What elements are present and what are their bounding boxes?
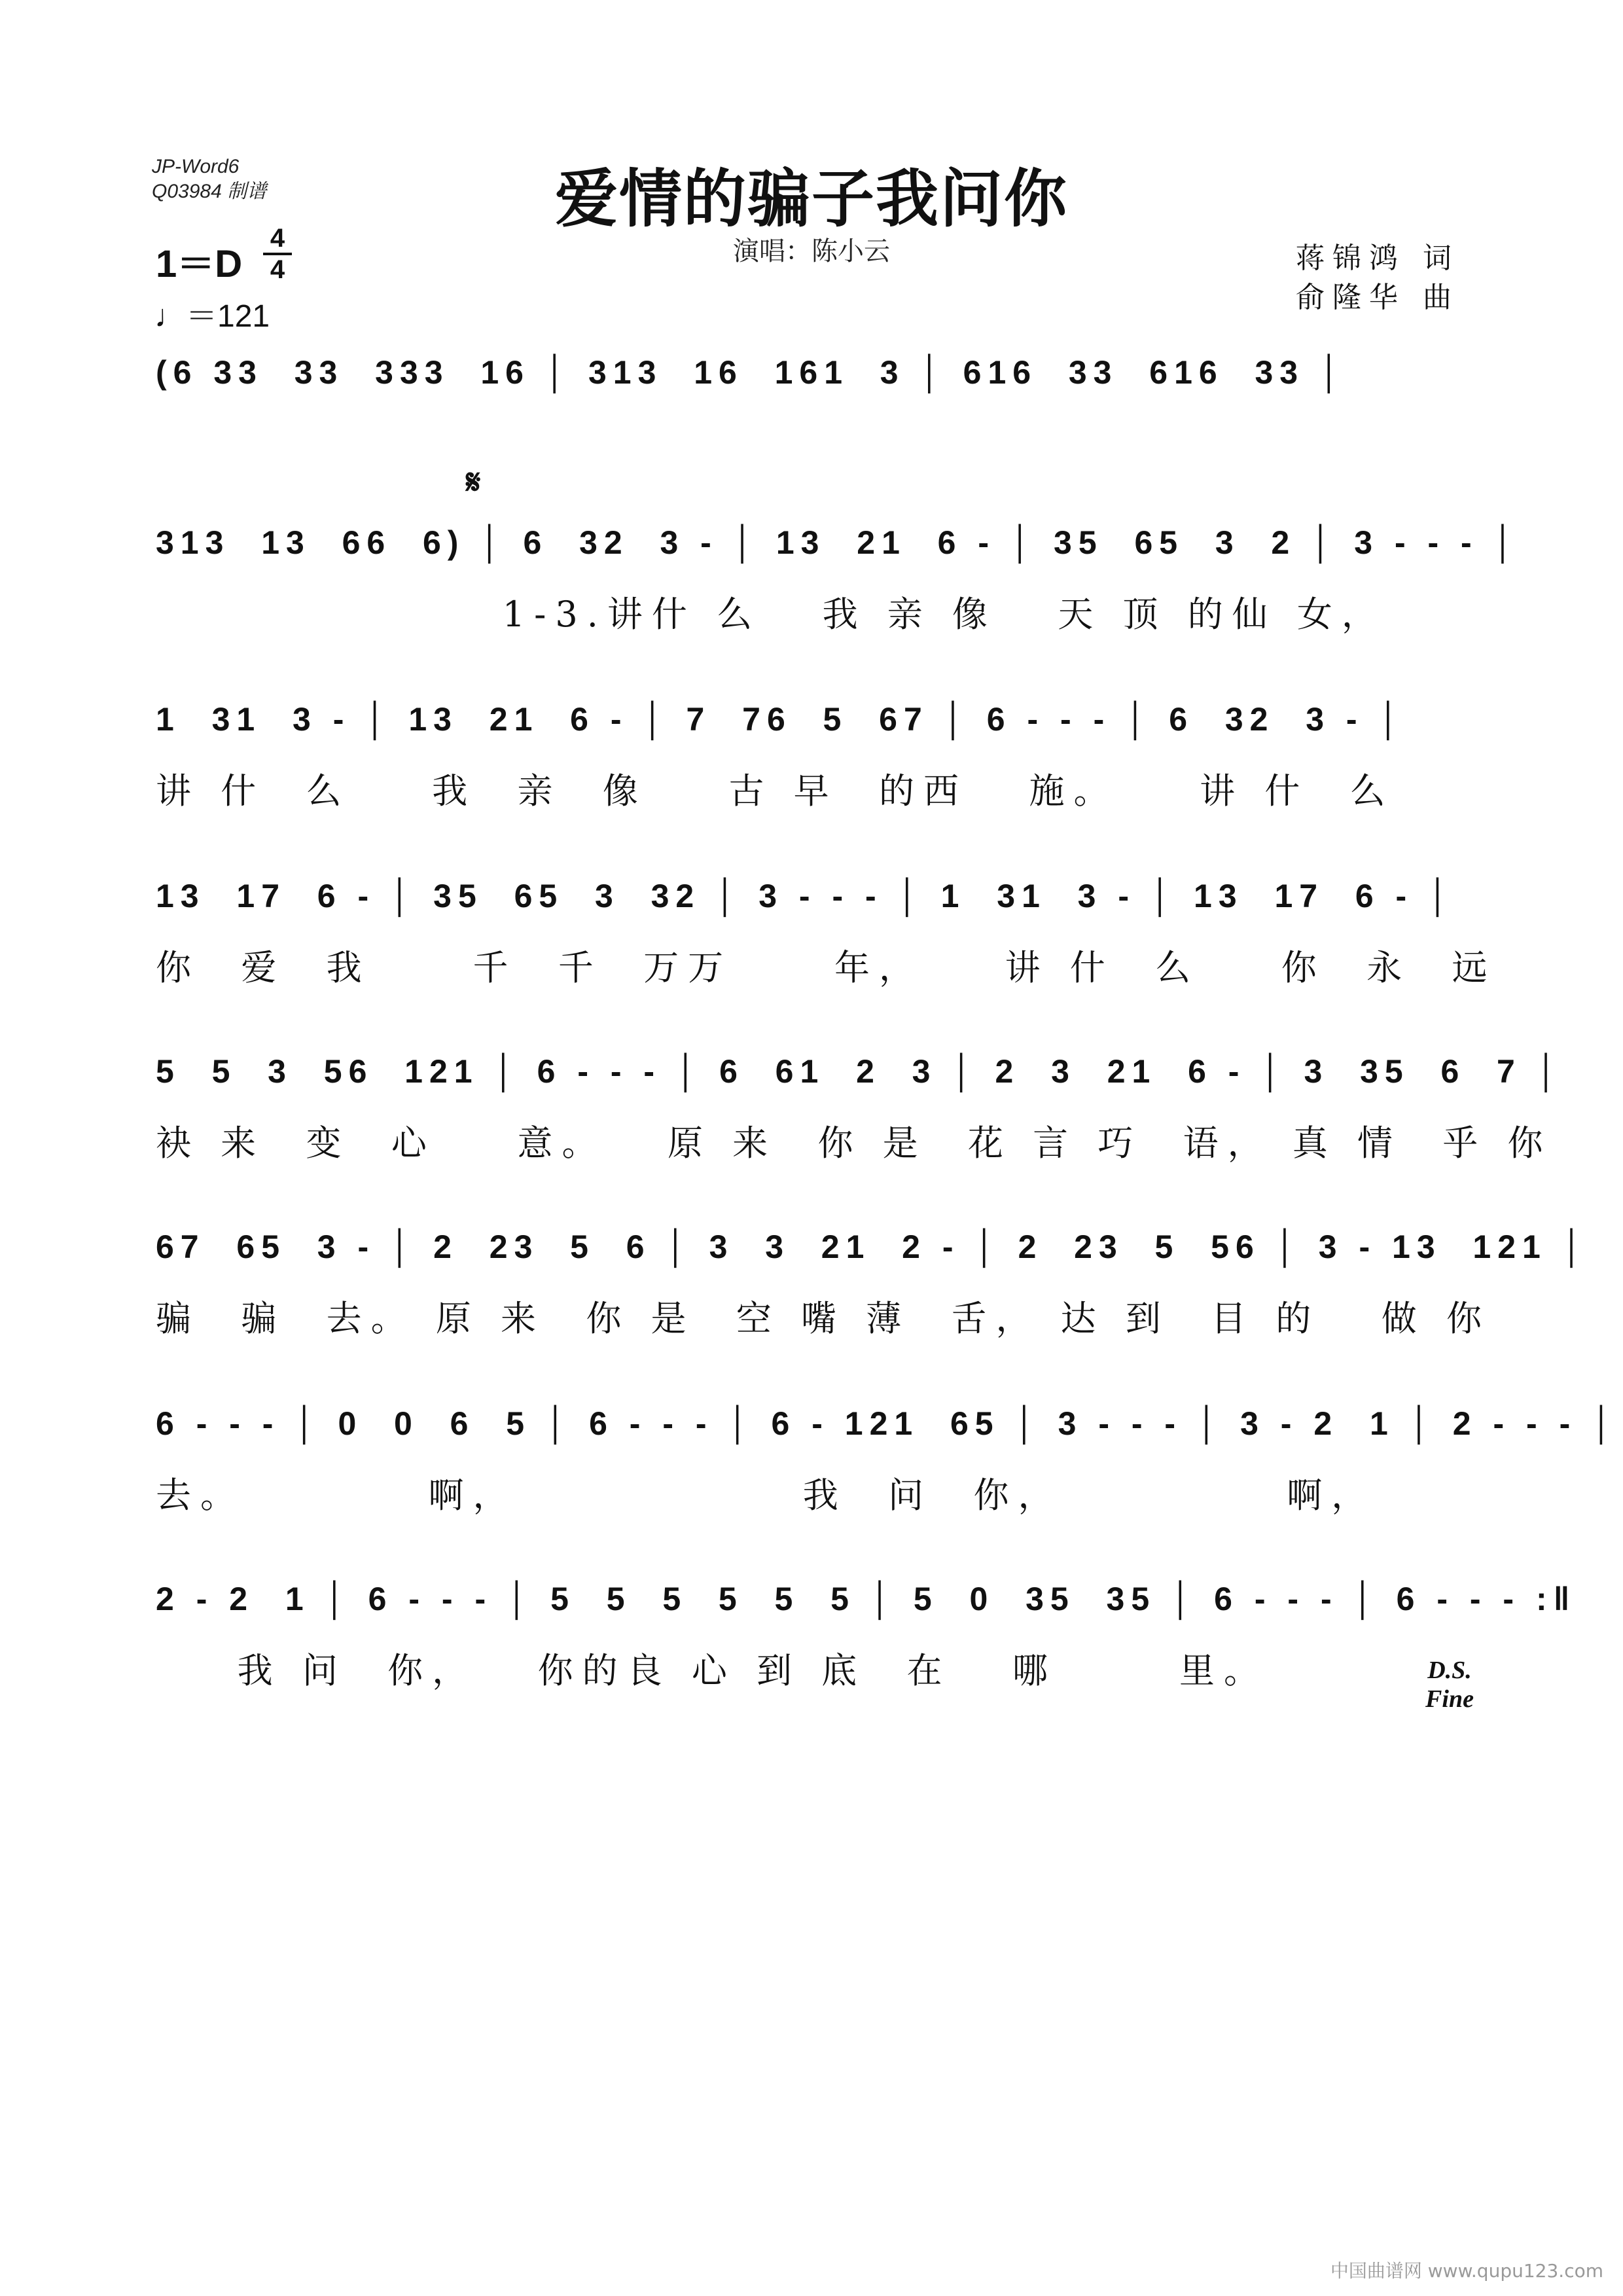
key-signature: 1＝D [156, 243, 243, 285]
singer-credit: 演唱：陈小云 [733, 236, 890, 266]
maker-id: Q03984 制谱 [152, 181, 267, 202]
maker-software: JP-Word6 [152, 156, 240, 177]
notation-line-4: 13 17 6 - │ 35 65 3 32 │ 3 - - - │ 1 31 3 - │ 13 17 6 - │ [156, 878, 1456, 914]
notation-line-1: (6 33 33 333 16 │ 313 16 161 3 │ 616 33 616 33 │ [156, 354, 1347, 391]
notation-line-8: 2 - 2 1 │ 6 - - - │ 5 5 5 5 5 5 │ 5 0 35 35 │ 6 - - - │ 6 - - - :‖ [156, 1581, 1577, 1617]
site-watermark: 中国曲谱网 www.qupu123.com [1330, 2260, 1603, 2282]
lyrics-line-6: 骗 骗 去。 原 来 你 是 空 嘴 薄 舌， 达 到 目 的 做 你 [156, 1298, 1491, 1339]
notation-line-2: 313 13 66 6) │ 6 32 3 - │ 13 21 6 - │ 35 65 3 2 │ 3 - - - │ [156, 524, 1521, 561]
notation-line-7: 6 - - - │ 0 0 6 5 │ 6 - - - │ 6 - 121 65 │ 3 - - - │ 3 - 2 1 │ 2 - - - │ [156, 1405, 1620, 1442]
notation-line-3: 1 31 3 - │ 13 21 6 - │ 7 76 5 67 │ 6 - - - │ 6 32 3 - │ [156, 701, 1406, 738]
lyrics-line-4: 你 爱 我 千 千 万万 年， 讲 什 么 你 永 远 [156, 947, 1497, 988]
notation-line-6: 67 65 3 - │ 2 23 5 6 │ 3 3 21 2 - │ 2 23 5 56 │ 3 - 13 121 │ [156, 1229, 1590, 1265]
time-signature [263, 225, 292, 283]
lyricist-credit: 蒋锦鸿 词 [1296, 242, 1459, 275]
lyrics-line-3: 讲 什 么 我 亲 像 古 早 的西 施。 讲 什 么 [156, 770, 1395, 812]
time-signature-bottom: 4 [270, 255, 285, 284]
tempo-marking: ♩＝121 [154, 299, 270, 334]
fine-text: Fine [1425, 1685, 1474, 1713]
notation-line-5: 5 5 3 56 121 │ 6 - - - │ 6 61 2 3 │ 2 3 21 6 - │ 3 35 6 7 │ [156, 1053, 1565, 1090]
ds-text: D.S. [1427, 1657, 1472, 1684]
ds-fine-marking [1414, 1656, 1486, 1713]
time-signature-top: 4 [270, 224, 285, 253]
lyrics-line-2: 1-3.讲什 么 我 亲 像 天 顶 的仙 女， [156, 594, 1386, 635]
lyrics-line-7: 去。 啊， 我 问 你， 啊， [156, 1475, 1376, 1516]
song-title: 爱情的骗子我问你 [555, 162, 1068, 236]
composer-credit: 俞隆华 曲 [1296, 281, 1459, 314]
segno-sign: 𝄋 [466, 462, 481, 502]
lyrics-line-8: 我 问 你， 你的良 心 到 底 在 哪 里。 [156, 1650, 1268, 1691]
lyrics-line-5: 袂 来 变 心 意。 原 来 你 是 花 言 巧 语， 真 情 乎 你 [156, 1122, 1552, 1164]
